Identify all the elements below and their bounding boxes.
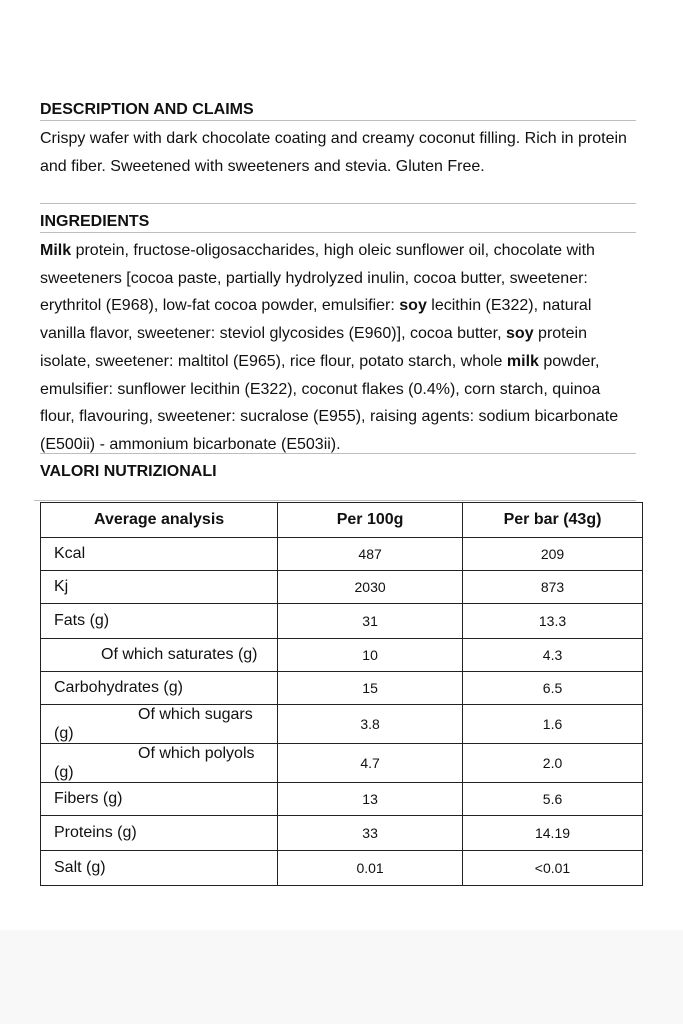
ingredients-part: protein, fructose-oligosaccharides, high oleic sunflower oil, chocolate with sweeteners [cocoa paste, partially hydrolyzed inulin, cocoa butter, sweetener: erythritol (E968), low-fat cocoa powder, emulsifier: bbox=[40, 242, 595, 315]
ingredients-part: powder, emulsifier: sunflower lecithin (E322), coconut flakes (0.4%), corn starch, quinoa flour, flavouring, sweetener: sucralose (E955), raising agents: sodium bicarbonate (E500ii) - ammonium bicarbonate (E503ii). bbox=[40, 352, 619, 453]
value-per-100g: 13 bbox=[278, 783, 463, 816]
value-per-bar: 6.5 bbox=[463, 672, 643, 705]
page-bottom-background bbox=[0, 930, 683, 1024]
row-label: Fibers (g) bbox=[41, 783, 278, 816]
divider bbox=[34, 500, 636, 501]
nutrition-section bbox=[40, 462, 636, 482]
row-label: Proteins (g) bbox=[41, 816, 278, 851]
value-per-100g: 31 bbox=[278, 604, 463, 639]
column-header: Per bar (43g) bbox=[463, 503, 643, 538]
value-per-100g: 0.01 bbox=[278, 851, 463, 886]
table-row bbox=[41, 571, 643, 604]
row-label: Of which polyols (g) bbox=[41, 744, 278, 783]
value-per-100g: 3.8 bbox=[278, 705, 463, 744]
ingredients-part: lecithin (E322), natural vanilla flavor, sweetener: steviol glycosides (E960)], cocoa butter, bbox=[40, 297, 592, 343]
description-heading: DESCRIPTION AND CLAIMS bbox=[40, 100, 636, 121]
table-row bbox=[41, 538, 643, 571]
row-label: Of which sugars (g) bbox=[41, 705, 278, 744]
ingredients-part: protein isolate, sweetener: maltitol (E965), rice flour, potato starch, whole bbox=[40, 325, 587, 370]
value-per-100g: 15 bbox=[278, 672, 463, 705]
value-per-bar: <0.01 bbox=[463, 851, 643, 886]
table-row bbox=[41, 744, 643, 783]
value-per-100g: 4.7 bbox=[278, 744, 463, 783]
allergen-soy: soy bbox=[506, 325, 534, 343]
table-header-row bbox=[41, 503, 643, 538]
value-per-bar: 209 bbox=[463, 538, 643, 571]
value-per-100g: 33 bbox=[278, 816, 463, 851]
value-per-100g: 2030 bbox=[278, 571, 463, 604]
divider bbox=[40, 203, 636, 204]
table-row bbox=[41, 816, 643, 851]
divider bbox=[40, 453, 636, 454]
allergen-soy: soy bbox=[399, 297, 427, 315]
ingredients-section bbox=[40, 212, 636, 459]
table-row bbox=[41, 705, 643, 744]
value-per-bar: 1.6 bbox=[463, 705, 643, 744]
nutrition-table bbox=[40, 502, 643, 886]
value-per-100g: 487 bbox=[278, 538, 463, 571]
row-label: Fats (g) bbox=[41, 604, 278, 639]
value-per-bar: 14.19 bbox=[463, 816, 643, 851]
value-per-bar: 873 bbox=[463, 571, 643, 604]
column-header: Per 100g bbox=[278, 503, 463, 538]
value-per-bar: 13.3 bbox=[463, 604, 643, 639]
table-row bbox=[41, 604, 643, 639]
table-row bbox=[41, 783, 643, 816]
value-per-bar: 5.6 bbox=[463, 783, 643, 816]
value-per-100g: 10 bbox=[278, 639, 463, 672]
row-label: Carbohydrates (g) bbox=[41, 672, 278, 705]
row-label: Salt (g) bbox=[41, 851, 278, 886]
description-text: Crispy wafer with dark chocolate coating and creamy coconut filling. Rich in protein and fiber. Sweetened with sweeteners and stevia. Gluten Free. bbox=[40, 130, 627, 175]
row-label: Kj bbox=[41, 571, 278, 604]
value-per-bar: 4.3 bbox=[463, 639, 643, 672]
allergen-milk: Milk bbox=[40, 242, 72, 259]
column-header: Average analysis bbox=[41, 503, 278, 538]
description-section bbox=[40, 100, 636, 180]
table-row bbox=[41, 672, 643, 705]
nutrition-heading: VALORI NUTRIZIONALI bbox=[40, 463, 217, 480]
ingredients-text bbox=[40, 237, 636, 459]
allergen-milk: milk bbox=[506, 352, 539, 370]
ingredients-heading: INGREDIENTS bbox=[40, 212, 636, 233]
table-row bbox=[41, 851, 643, 886]
table-row bbox=[41, 639, 643, 672]
value-per-bar: 2.0 bbox=[463, 744, 643, 783]
row-label: Of which saturates (g) bbox=[41, 639, 278, 672]
row-label: Kcal bbox=[41, 538, 278, 571]
